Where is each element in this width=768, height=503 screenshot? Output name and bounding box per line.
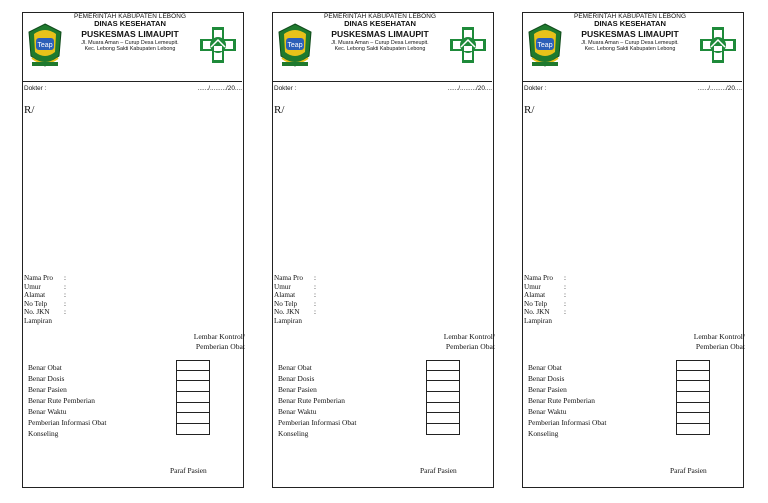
check-item: Benar Waktu <box>528 407 567 416</box>
check-list <box>278 362 356 439</box>
check-item: Benar Obat <box>278 363 312 372</box>
check-item: Konseling <box>28 429 59 438</box>
svg-text:Teap: Teap <box>37 42 53 49</box>
check-box[interactable] <box>176 424 210 435</box>
control-sheet-title <box>444 332 495 351</box>
check-box[interactable] <box>676 381 710 392</box>
field-separator: : <box>64 282 66 291</box>
department-name: DINAS KESEHATAN <box>94 19 166 29</box>
control-title-line-1: Lembar Kontrol/ <box>193 332 245 341</box>
check-item: Benar Obat <box>528 363 562 372</box>
patient-info <box>274 274 316 325</box>
field-separator: : <box>564 308 566 316</box>
field-label: Lampiran <box>524 316 552 325</box>
field-label: Nama Pro <box>24 274 53 282</box>
patient-field-age[interactable] <box>274 283 316 292</box>
doctor-row <box>24 85 242 92</box>
patient-field-attachment[interactable] <box>274 317 316 326</box>
department-name: DINAS KESEHATAN <box>594 19 666 29</box>
patient-info <box>24 274 66 325</box>
patient-field-jkn[interactable] <box>24 308 66 317</box>
puskesmas-cross-icon <box>698 25 738 65</box>
check-list <box>28 362 106 439</box>
field-separator: : <box>64 299 66 308</box>
check-box[interactable] <box>426 424 460 435</box>
rx-symbol: R/ <box>274 104 285 116</box>
field-separator: : <box>314 308 316 316</box>
check-box[interactable] <box>676 413 710 424</box>
patient-field-name[interactable] <box>24 274 66 283</box>
doctor-row <box>524 85 742 92</box>
doctor-label: Dokter : <box>24 85 47 92</box>
address-line-1: Jl. Muara Aman – Curup Desa Lemeupit. <box>581 39 679 46</box>
patient-field-phone[interactable] <box>24 300 66 309</box>
field-label: No Telp <box>24 299 48 308</box>
form-header <box>522 12 742 82</box>
field-label: No. JKN <box>24 308 50 316</box>
field-label: Alamat <box>524 291 546 299</box>
patient-field-name[interactable] <box>274 274 316 283</box>
check-box[interactable] <box>176 381 210 392</box>
field-separator: : <box>314 299 316 308</box>
field-label: Lampiran <box>274 316 302 325</box>
svg-text:Teap: Teap <box>537 42 553 49</box>
control-title-line-1: Lembar Kontrol/ <box>443 332 495 341</box>
patient-signature-label: Paraf Pasien <box>420 466 457 475</box>
patient-signature-label: Paraf Pasien <box>170 466 207 475</box>
field-label: Umur <box>524 282 541 291</box>
department-name: DINAS KESEHATAN <box>344 19 416 29</box>
field-label: No Telp <box>274 299 298 308</box>
government-name: PEMERINTAH KABUPATEN LEBONG <box>573 13 687 20</box>
patient-field-age[interactable] <box>524 283 566 292</box>
field-separator: : <box>64 291 66 299</box>
field-label: Umur <box>24 282 41 291</box>
check-item: Benar Obat <box>28 363 62 372</box>
lebong-emblem-icon <box>26 22 64 70</box>
check-item: Benar Dosis <box>528 374 565 383</box>
puskesmas-name: PUSKESMAS LIMAUPIT <box>581 29 679 40</box>
doctor-label: Dokter : <box>274 85 297 92</box>
check-item: Benar Waktu <box>28 407 67 416</box>
check-item: Benar Dosis <box>278 374 315 383</box>
form-header <box>22 12 242 82</box>
check-item: Benar Pasien <box>28 385 67 394</box>
field-label: Alamat <box>274 291 296 299</box>
check-box[interactable] <box>176 392 210 403</box>
check-box[interactable] <box>426 371 460 382</box>
rx-symbol: R/ <box>524 104 535 116</box>
date-field[interactable]: ....../........./20.... <box>697 85 742 92</box>
check-item: Benar Rute Pemberian <box>278 396 345 405</box>
check-item: Benar Rute Pemberian <box>528 396 595 405</box>
check-box[interactable] <box>426 413 460 424</box>
lebong-emblem-icon <box>276 22 314 70</box>
svg-text:Teap: Teap <box>287 42 303 49</box>
patient-field-jkn[interactable] <box>274 308 316 317</box>
check-box[interactable] <box>426 403 460 414</box>
field-separator: : <box>314 282 316 291</box>
check-boxes <box>676 360 710 435</box>
field-separator: : <box>64 308 66 316</box>
field-separator: : <box>314 274 316 282</box>
control-sheet-title <box>694 332 745 351</box>
field-separator: : <box>564 299 566 308</box>
control-title-line-2: Pemberian Obat <box>195 341 245 351</box>
puskesmas-cross-icon <box>448 25 488 65</box>
check-box[interactable] <box>176 403 210 414</box>
patient-field-address[interactable] <box>274 291 316 300</box>
check-item: Benar Waktu <box>278 407 317 416</box>
check-box[interactable] <box>426 381 460 392</box>
check-box[interactable] <box>676 360 710 371</box>
field-label: Nama Pro <box>524 274 553 282</box>
puskesmas-cross-icon <box>198 25 238 65</box>
control-title-line-2: Pemberian Obat <box>445 341 495 351</box>
doctor-row <box>274 85 492 92</box>
check-box[interactable] <box>676 403 710 414</box>
check-boxes <box>176 360 210 435</box>
header-text <box>62 13 198 52</box>
patient-field-attachment[interactable] <box>524 317 566 326</box>
patient-field-phone[interactable] <box>524 300 566 309</box>
lebong-emblem-icon <box>526 22 564 70</box>
field-separator: : <box>564 291 566 299</box>
control-sheet-title <box>194 332 245 351</box>
patient-field-address[interactable] <box>24 291 66 300</box>
check-box[interactable] <box>676 424 710 435</box>
check-item: Benar Dosis <box>28 374 65 383</box>
check-box[interactable] <box>176 413 210 424</box>
check-box[interactable] <box>676 371 710 382</box>
rx-symbol: R/ <box>24 104 35 116</box>
address-line-2: Kec. Lebong Sakti Kabupaten Lebong <box>334 46 426 53</box>
check-item: Benar Pasien <box>528 385 567 394</box>
check-item: Benar Rute Pemberian <box>28 396 95 405</box>
control-title-line-2: Pemberian Obat <box>695 341 745 351</box>
field-separator: : <box>314 291 316 299</box>
date-field[interactable]: ....../........./20.... <box>197 85 242 92</box>
check-item: Konseling <box>278 429 309 438</box>
field-label: No. JKN <box>274 308 300 316</box>
field-label: Alamat <box>24 291 46 299</box>
puskesmas-name: PUSKESMAS LIMAUPIT <box>331 29 429 40</box>
patient-info <box>524 274 566 325</box>
check-box[interactable] <box>176 371 210 382</box>
check-box[interactable] <box>176 360 210 371</box>
address-line-1: Jl. Muara Aman – Curup Desa Lemeupit. <box>331 39 429 46</box>
check-box[interactable] <box>676 392 710 403</box>
patient-signature-label: Paraf Pasien <box>670 466 707 475</box>
patient-field-age[interactable] <box>24 283 66 292</box>
check-item: Konseling <box>528 429 559 438</box>
field-label: Umur <box>274 282 291 291</box>
address-line-1: Jl. Muara Aman – Curup Desa Lemeupit. <box>81 39 179 46</box>
control-title-line-1: Lembar Kontrol/ <box>693 332 745 341</box>
field-label: No. JKN <box>524 308 550 316</box>
patient-field-jkn[interactable] <box>524 308 566 317</box>
doctor-label: Dokter : <box>524 85 547 92</box>
check-item: Pemberian Informasi Obat <box>528 418 607 427</box>
field-label: Nama Pro <box>274 274 303 282</box>
address-line-2: Kec. Lebong Sakti Kabupaten Lebong <box>84 46 176 53</box>
government-name: PEMERINTAH KABUPATEN LEBONG <box>323 13 437 20</box>
check-boxes <box>426 360 460 435</box>
field-separator: : <box>564 274 566 282</box>
patient-field-address[interactable] <box>524 291 566 300</box>
puskesmas-name: PUSKESMAS LIMAUPIT <box>81 29 179 40</box>
patient-field-name[interactable] <box>524 274 566 283</box>
prescription-form-1 <box>22 12 244 488</box>
date-field[interactable]: ....../........./20.... <box>447 85 492 92</box>
field-separator: : <box>64 274 66 282</box>
header-text <box>312 13 448 52</box>
form-header <box>272 12 492 82</box>
check-item: Pemberian Informasi Obat <box>28 418 107 427</box>
field-label: Lampiran <box>24 316 52 325</box>
check-box[interactable] <box>426 392 460 403</box>
check-item: Benar Pasien <box>278 385 317 394</box>
address-line-2: Kec. Lebong Sakti Kabupaten Lebong <box>584 46 676 53</box>
field-label: No Telp <box>524 299 548 308</box>
check-list <box>528 362 606 439</box>
header-text <box>562 13 698 52</box>
prescription-form-2 <box>272 12 494 488</box>
patient-field-phone[interactable] <box>274 300 316 309</box>
prescription-form-3 <box>522 12 744 488</box>
patient-field-attachment[interactable] <box>24 317 66 326</box>
field-separator: : <box>564 282 566 291</box>
check-item: Pemberian Informasi Obat <box>278 418 357 427</box>
check-box[interactable] <box>426 360 460 371</box>
government-name: PEMERINTAH KABUPATEN LEBONG <box>73 13 187 20</box>
